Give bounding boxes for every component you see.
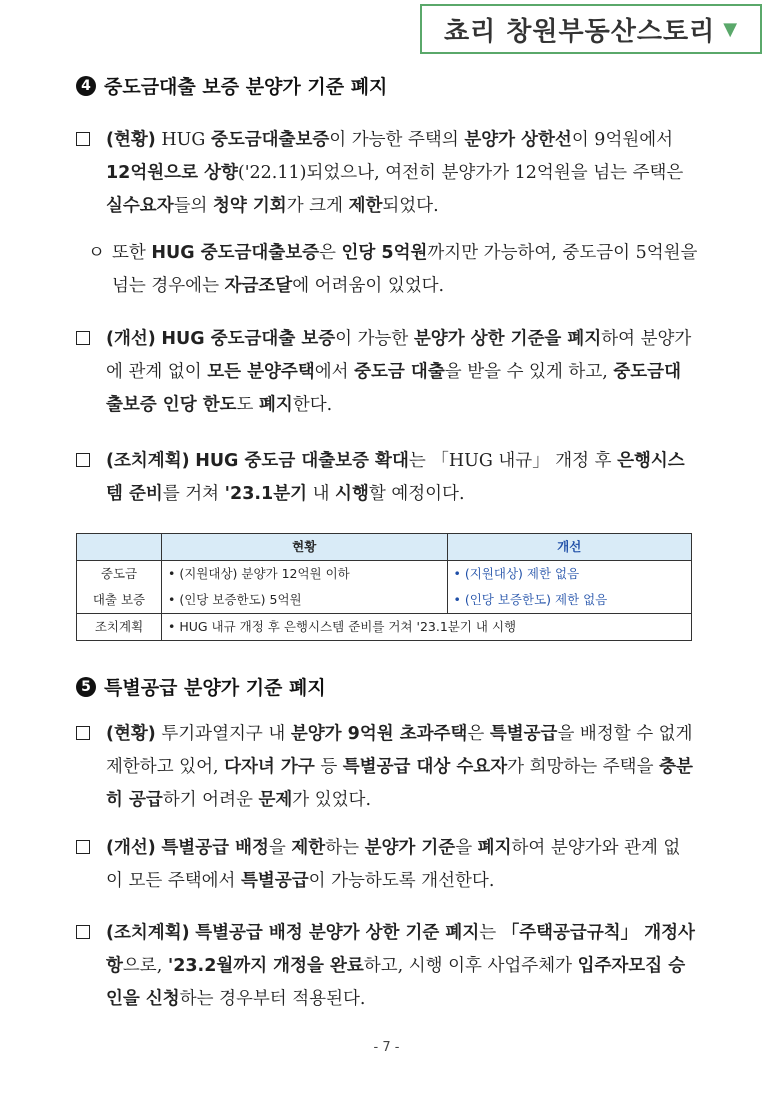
text-segment: 도 xyxy=(236,395,259,415)
text-segment: 또한 xyxy=(112,243,152,263)
text-segment: 모든 분양주택 xyxy=(207,362,315,382)
table-row xyxy=(77,561,692,588)
text-segment: 한다. xyxy=(292,395,333,415)
text-segment: (현황) xyxy=(106,724,156,744)
text-segment: 을 xyxy=(455,838,478,858)
paragraph-body xyxy=(76,323,696,422)
section5-number: 5 xyxy=(76,677,96,697)
text-segment: (조치계획) xyxy=(106,451,190,471)
paragraph-body xyxy=(76,917,696,1016)
text-segment: 분양가 기준 xyxy=(364,838,456,858)
table-head-current: 현황 xyxy=(162,534,448,561)
text-segment: 12억원으로 상향 xyxy=(106,163,238,183)
text-segment: 에서 xyxy=(314,362,355,382)
section5-item-1 xyxy=(76,832,696,898)
text-segment: 특별공급 xyxy=(241,871,309,891)
text-segment: 폐지 xyxy=(477,838,512,858)
text-segment: 문제 xyxy=(258,790,293,810)
text-segment: 특별공급 배정 분양가 상한 기준 폐지 xyxy=(195,923,480,943)
paragraph-body xyxy=(76,124,696,223)
text-segment: 이 가능한 주택의 xyxy=(329,130,465,150)
text-segment: 하여 분양가와 관계 없이 모든 주택에서 xyxy=(106,838,681,891)
text-segment: 는 xyxy=(479,923,502,943)
text-segment: 들의 xyxy=(173,196,213,216)
text-segment: 가 크게 xyxy=(286,196,349,216)
text-segment: 가 희망하는 주택을 xyxy=(507,757,660,777)
text-segment: 까지만 가능하여, 중도금이 5억원을 넘는 경우에는 xyxy=(112,243,698,296)
table-corner xyxy=(77,534,162,561)
text-segment: (현황) xyxy=(106,130,156,150)
row-label: 중도금 xyxy=(77,561,162,588)
cell-plan: • HUG 내규 개정 후 은행시스템 준비를 거쳐 '23.1분기 내 시행 xyxy=(162,614,692,641)
section5-heading xyxy=(76,673,326,700)
text-segment: 분양가 상한선 xyxy=(464,130,572,150)
text-segment: (개선) xyxy=(106,329,156,349)
text-segment: 실수요자 xyxy=(106,196,174,216)
text-segment: 자금조달 xyxy=(224,276,293,296)
row-label: 대출 보증 xyxy=(77,587,162,614)
text-segment: 은행시스템 준비 xyxy=(106,451,685,504)
text-segment: 폐지 xyxy=(259,395,293,415)
text-segment: 할 예정이다. xyxy=(368,484,465,504)
text-segment: 은 xyxy=(319,243,342,263)
text-segment: 을 배정할 수 없게 제한하고 있어, xyxy=(106,724,693,777)
checkbox-square-icon xyxy=(76,840,90,854)
section5-item-2 xyxy=(76,917,696,1016)
badge-text: 쵸리 창원부동산스토리 xyxy=(443,16,716,47)
section4-item-0 xyxy=(76,124,696,223)
text-segment: 특별공급 대상 수요자 xyxy=(342,757,508,777)
text-segment: 에 어려움이 있었다. xyxy=(292,276,445,296)
text-segment: '23.2월까지 개정을 완료 xyxy=(167,956,364,976)
text-segment: 분양가 9억원 초과주택 xyxy=(290,724,468,744)
text-segment: 를 거쳐 xyxy=(162,484,225,504)
text-segment: 을 xyxy=(268,838,292,858)
text-segment: (조치계획) xyxy=(106,923,190,943)
text-segment: 하여 분양가에 관계 없이 xyxy=(106,329,692,382)
checkbox-square-icon xyxy=(76,925,90,939)
text-segment: HUG xyxy=(155,130,211,150)
text-segment: 은 xyxy=(467,724,490,744)
section4-item-1 xyxy=(88,237,698,303)
text-segment: 는 「HUG 내규」 개정 후 xyxy=(408,451,618,471)
text-segment: 이 가능하도록 개선한다. xyxy=(308,871,495,891)
table-head-improved: 개선 xyxy=(447,534,692,561)
table-row xyxy=(77,614,692,641)
text-segment: 입주자모집 승인을 신청 xyxy=(106,956,686,1009)
cell-current: • (지원대상) 분양가 12억원 이하 xyxy=(162,561,448,588)
text-segment: 중도금 대출 xyxy=(354,362,445,382)
text-segment: 「주택공급규칙」 개정사항 xyxy=(106,923,695,976)
section4-item-2 xyxy=(76,323,696,422)
cell-improved: • (인당 보증한도) 제한 없음 xyxy=(447,587,692,614)
sub-bullet-mark: ㅇ xyxy=(88,243,105,263)
text-segment: HUG 중도금 대출보증 확대 xyxy=(195,451,409,471)
section5-item-0 xyxy=(76,718,696,817)
text-segment: 중도금대출보증 인당 한도 xyxy=(106,362,681,415)
text-segment: 하는 경우부터 적용된다. xyxy=(179,989,366,1009)
paragraph-body xyxy=(76,718,696,817)
checkbox-square-icon xyxy=(76,726,90,740)
triangle-down-icon: ▼ xyxy=(723,18,739,40)
checkbox-square-icon xyxy=(76,331,90,345)
text-segment: '23.1분기 xyxy=(224,484,308,504)
section4-title: 중도금대출 보증 분양가 기준 폐지 xyxy=(104,76,388,98)
checkbox-square-icon xyxy=(76,453,90,467)
text-segment: 제한 xyxy=(348,196,383,216)
table-row xyxy=(77,587,692,614)
cell-current: • (인당 보증한도) 5억원 xyxy=(162,587,448,614)
section4-number: 4 xyxy=(76,76,96,96)
text-segment: ('22.11)되었으나, 여전히 분양가가 12억원을 넘는 주택은 xyxy=(237,163,684,183)
text-segment: 을 받을 수 있게 하고, xyxy=(444,362,614,382)
text-segment: 으로, xyxy=(122,956,168,976)
watermark-badge xyxy=(420,4,762,54)
text-segment: 내 xyxy=(307,484,336,504)
text-segment: 인당 5억원 xyxy=(341,243,428,263)
text-segment: 되었다. xyxy=(382,196,439,216)
text-segment: HUG 중도금대출 보증 xyxy=(161,329,336,349)
text-segment: 시행 xyxy=(335,484,369,504)
text-segment: 제한 xyxy=(291,838,326,858)
text-segment: 이 가능한 xyxy=(335,329,414,349)
section4-heading xyxy=(76,72,387,99)
text-segment: 분양가 상한 기준을 폐지 xyxy=(413,329,602,349)
text-segment: 충분히 공급 xyxy=(106,757,693,810)
text-segment: 투기과열지구 내 xyxy=(155,724,291,744)
page-number: - 7 - xyxy=(373,1040,400,1055)
paragraph-body xyxy=(88,237,698,303)
text-segment: 이 9억원에서 xyxy=(571,130,674,150)
checkbox-square-icon xyxy=(76,132,90,146)
text-segment: 가 있었다. xyxy=(292,790,372,810)
text-segment: 청약 기회 xyxy=(213,196,287,216)
text-segment: 특별공급 xyxy=(489,724,558,744)
text-segment: HUG 중도금대출보증 xyxy=(151,243,320,263)
paragraph-body xyxy=(76,445,696,511)
paragraph-body xyxy=(76,832,696,898)
section4-item-3 xyxy=(76,445,696,511)
section5-title: 특별공급 분양가 기준 폐지 xyxy=(104,677,326,699)
text-segment: (개선) xyxy=(106,838,156,858)
text-segment: 등 xyxy=(314,757,343,777)
text-segment: 하기 어려운 xyxy=(162,790,259,810)
text-segment: 하고, 시행 이후 사업주체가 xyxy=(363,956,578,976)
cell-improved: • (지원대상) 제한 없음 xyxy=(447,561,692,588)
comparison-table xyxy=(76,533,692,641)
text-segment: 특별공급 배정 xyxy=(161,838,269,858)
text-segment: 다자녀 가구 xyxy=(224,757,315,777)
row-label: 조치계획 xyxy=(77,614,162,641)
text-segment: 중도금대출보증 xyxy=(210,130,330,150)
text-segment: 하는 xyxy=(325,838,365,858)
